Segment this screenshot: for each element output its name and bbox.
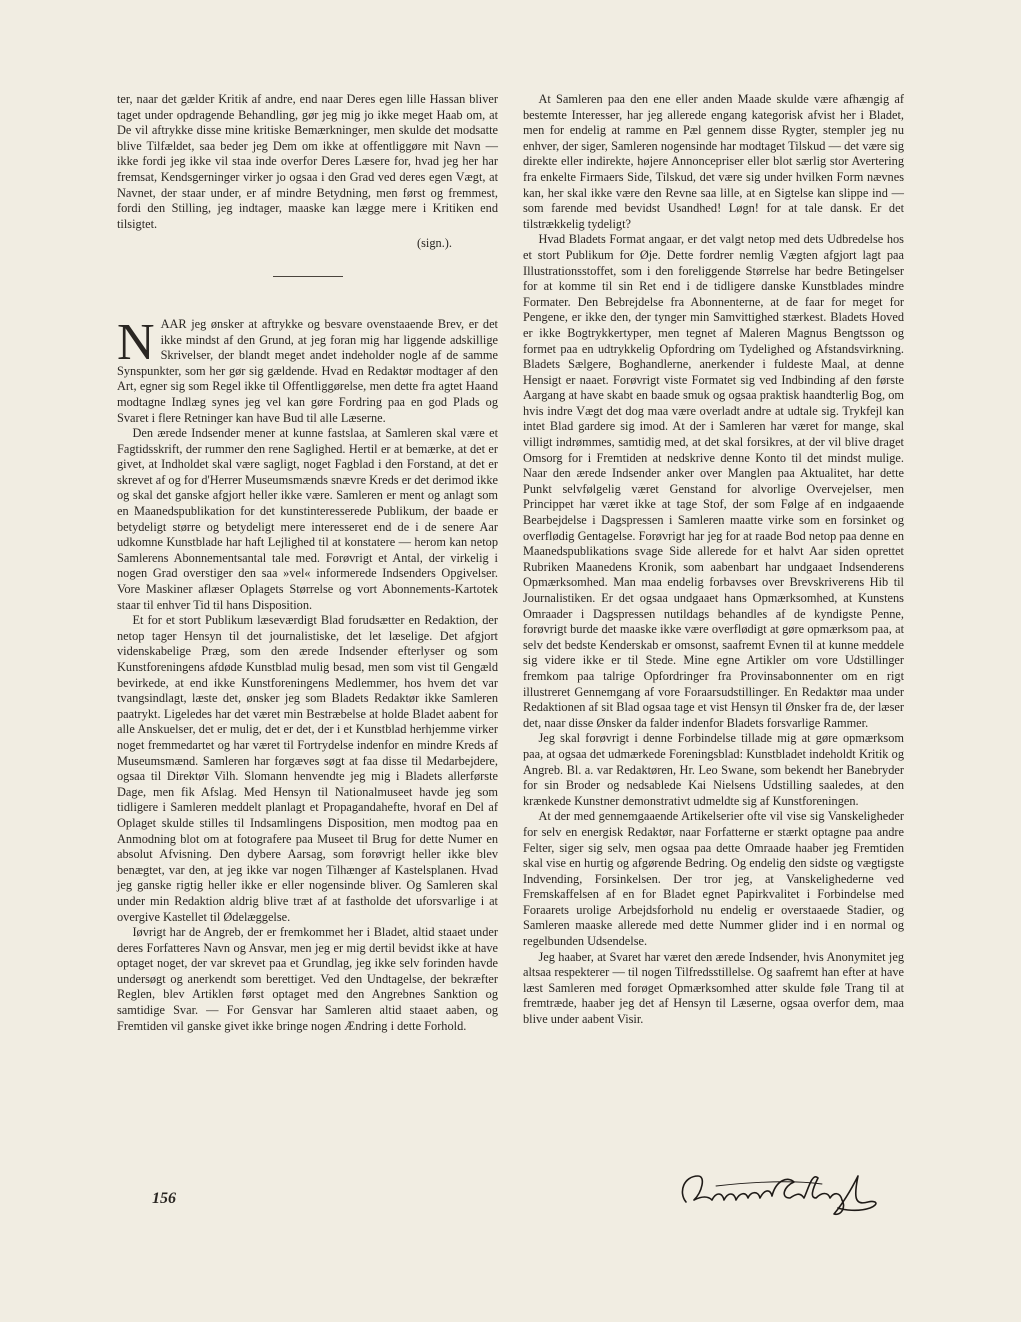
intro-paragraph: ter, naar det gælder Kritik af andre, end naar Deres egen lille Hassan bliver taget under opdragende Behandling, gør jeg mig jo ikke meget Haab om, at De vil aftrykke disse mine kritiske Bemærkninger, men skulde det modsatte blive Tilfældet, saa beder jeg Dem om ikke at offentliggøre mit Navn — ikke fordi jeg ikke vil staa inde overfor Deres Læsere for, hvad jeg her har fremsat, Kendsgerninger virker jo ogsaa i den Grad ved deres egen Vægt, at Navnet, der staar under, er af mindre Betydning, men først og fremmest, fordi den Stilling, jeg indtager, maaske kan lægge mere i Kritiken end tilsigtet. (117, 92, 498, 231)
reply-paragraph-4: Iøvrigt har de Angreb, der er fremkommet her i Bladet, altid staaet under deres Forfatteres Navn og Ansvar, men jeg er mig dertil bevidst ikke at have optaget noget, der var skrevet paa et Grundlag, jeg ikke selv forinden havde undersøgt og anerkendt som berettiget. Ved den Undtagelse, der bekræfter Reglen, blev Artiklen først optaget med den Angrebnes Sanktion og samtidige Svar. — For Gensvar har Samleren altid staaet aaben, og Fremtiden vil ganske givet ikke bringe nogen Ændring i dette Forhold. (117, 925, 498, 1033)
reply-paragraph-7: Jeg skal forøvrigt i denne Forbindelse tillade mig at gøre opmærksom paa, at ogsaa det udmærkede Foreningsblad: Kunstbladet indeholdt Kritik og Angreb. Bl. a. var Redaktøren, Hr. Leo Swane, som bekendt her Banebryder for sin Broder og nedsablede Kai Nielsens Udstilling saaledes, at den krænkede Kunstner demonstrativt udmeldte sig af Kunstforeningen. (523, 731, 904, 808)
reply-paragraph-8: At der med gennemgaaende Artikelserier ofte vil vise sig Vanskeligheder for selv en energisk Redaktør, naar Forfatterne er stærkt optagne paa andre Felter, siger sig selv, men ogsaa paa dette Omraade haaber jeg Fremtiden skal vise en hurtig og afgørende Bedring. Og endelig den sidste og vægtigste Indvending, Forsinkelsen. Der tror jeg, at Vanskelighederne ved Fremskaffelsen af en for Bladet egnet Papirkvalitet i Forbindelse med Foraarets urolige Arbejdsforhold nu endelig er overstaaede Stadier, og Samleren maaske allerede med dette Nummer glider ind i en normal og regelbunden Udsendelse. (523, 809, 904, 949)
reply-paragraph-1-text: AAR jeg ønsker at aftrykke og besvare ovenstaaende Brev, er det ikke mindst af den Grund, at jeg foran mig har liggende adskillige Skrivelser, der blandt meget andet indeholder nogle af de samme Synspunkter, som her gør sig gældende. Hvad en Redaktør modtager af den Art, egner sig som Regel ikke til Offentliggørelse, men dette fra agtet Haand modtagne Indlæg synes jeg vel kan gøre Fordring paa en god Plads og Svaret i flere Retninger kan have Bud til alle Læserne. (117, 316, 498, 425)
page-number: 156 (152, 1190, 176, 1207)
drop-cap: N (117, 313, 155, 371)
reply-paragraph-5: At Samleren paa den ene eller anden Maade skulde være afhængig af bestemte Interesser, har jeg allerede engang kategorisk afvist her i Bladet, men for endelig at ramme en Pæl gennem disse Rygter, stempler jeg nu enhver, der siger, Samleren nogensinde har modtaget Tilskud — det være sig direkte eller indirekte, højere Annoncepriser eller blot særlig stor Avertering fra enkelte Firmaers Side, Tilskud, det være sig under hvilken Form nævnes kan, her skal ikke være den Revne saa lille, at en Sigtelse kan slippe ind — som farende med bevidst Usandhed! Løgn! for at tale dansk. Er det tilstrækkelig tydeligt? (523, 92, 904, 231)
right-column (523, 92, 904, 1028)
reply-paragraph-3: Et for et stort Publikum læseværdigt Blad forudsætter en Redaktion, der netop tager Hensyn til det journalistiske, det let læselige. Det afgjort videnskabelige Præg, som den ærede Indsender efterlyser og som Kunstforeningens afdøde Kunstblad mulig besad, men som vist til Gengæld bevirkede, at end ikke Kunstforeningens Medlemmer, hos hvem det var tvangsindlagt, læste det, ønsker jeg som Bladets Redaktør ikke Samleren paatrykt. Ligeledes har det været min Bestræbelse at holde Bladet aabent for alle Anskuelser, det er mulig, det er det, der i et Kunstblad herhjemme virker noget fremmedartet og har været til Fortrydelse indenfor en mindre Kreds af Museumsmænd. Samleren har forgæves søgt at faa disse til Medarbejdere, ogsaa til Direktør Vilh. Slomann henvendte jeg mig i Bladets allerførste Dage, men fik Afslag. Med Hensyn til Nationalmuseet havde jeg som tidligere i Samleren meddelt planlagt et Propagandahefte, hvoraf en Del af Oplaget skulde stilles til Indsamlingens Disposition, men modtog paa en Anmodning blot om at fotografere paa Museet til Brug for dette Numer en absolut Afvisning. Den dybere Aarsag, som forøvrigt heller ikke blev benægtet, var den, at jeg ikke var nogen Tilhænger af Kastelsplanen. Hvad jeg ganske rigtig heller ikke er eller nogensinde bliver. Og Samleren skal under min Redaktion aldrig blive træt af at fastholde det uforsvarlige i at overgive Kastellet til Ødelæggelse. (117, 613, 498, 924)
reply-paragraph-6: Hvad Bladets Format angaar, er det valgt netop med dets Udbredelse hos et stort Publikum for Øje. Dette fordrer nemlig Vægten afgjort lagt paa Illustrationsstoffet, som i den foreliggende Størrelse har bedre Betingelser for at komme til sin Ret end i de tidligere danske Kunstblades mindre Formater. Den Bebrejdelse fra Abonnenterne, at de faar for meget for Pengene, er ikke den, der tynger min Samvittighed stærkest. Bladets Hoved er ikke Bogtrykkertyper, men tegnet af Maleren Magnus Bengtsson og formet paa en udtrykkelig Opfordring om Tydelighed og Afstandsvirkning. Bladets Sælgere, Boghandlerne, anerkender i fuldeste Maal, at denne Hensigt er naaet. Forøvrigt viste Formatet sig ved Indbinding af den første Aargang at have skabt en baade smuk og ogsaa praktisk haandterlig Bog, om hvis indre Vægt det dog maa være overladt andre at udtale sig. Trykfejl kan intet Blad gardere sig imod. At der i Samleren har været for mange, skal villigt indrømmes, samtidig med, at det skal forsikres, at der vil blive draget Omsorg for i Fremtiden at nedskrive denne Konto til det mindst mulige. Naar den ærede Indsender anker over Manglen paa Aktualitet, har dette Punkt selvfølgelig været Genstand for alvorlige Overvejelser, men Princippet har været ikke at tage Stof, der som Følge af en indgaaende Bearbejdelse i Dagspressen i Samleren maatte virke som en forsinket og overflødig Gentagelse. Forøvrigt har jeg for at raade Bod netop paa denne en Maanedspublikations svage Side allerede for et halvt Aar siden oprettet Rubriken Maanedens Kronik, som aabenbart har undgaaet Indsenderens Opmærksomhed. Man maa endelig forbavses over Brevskriverens Hib til Journalistiken. Er det ogsaa undgaaet hans Opmærksomhed, at Kunstens Omraader i Dagspressen nutildags behandles af de kyndigste Penne, forøvrigt burde det maaske ikke være overflødigt at gøre opmærksom paa, at selv det bedste Kenderskab er omsonst, saafremt Evnen til at kunne meddele sig videre ikke er til Stede. Mine egne Artikler om vore Udstillinger fremkom paa talrige Opfordringer fra Provinsabonnenter om en rigt illustreret Gennemgang af vore Foraarsudstillinger. En Redaktør maa under Redaktionen af sit Blad ogsaa tage et vist Hensyn til Ønsker fra de, der læser det, naar disse Ønsker da falder indenfor Bladets forsvarlige Rammer. (523, 232, 904, 730)
reply-paragraph-9: Jeg haaber, at Svaret har været den ærede Indsender, hvis Anonymitet jeg altsaa respekterer — til nogen Tilfredsstillelse. Og saafremt han efter at have læst Samleren med forøget Opmærksomhed atter skulde føle Trang til at fremtræde, haaber jeg det af Hensyn til Læserne, ogsaa overfor dem, maa blive under aabent Visir. (523, 949, 904, 1027)
section-divider (273, 276, 343, 277)
sign-label: (sign.). (417, 236, 452, 251)
reply-paragraph-2: Den ærede Indsender mener at kunne fastslaa, at Samleren skal være et Fagtidsskrift, der rummer den rene Saglighed. Hertil er at bemærke, at det er givet, at Indholdet skal være sagligt, noget Fagblad i den Forstand, at det er skrevet af og for d'Herrer Museumsmænds snævre Kreds er det derimod ikke og skal det ganske afgjort heller ikke være. Samleren er ment og anlagt som en Maanedspublikation for det kunstinteresserede Publikum, der baade er betydeligt større og betydeligt mere interesseret end de i de senere Aar udkomne Kunstblade har haft Lejlighed til at konstatere — herom kan netop Samlerens Abonnementsantal tale med. Forøvrigt et Antal, der virkelig i nogen Grad overstiger den saa »vel« informerede Indsenders Opgivelser. Vore Maskiner aflæser Oplagets Størrelse og vort Abonnements-Kartotek staar til enhver Tid til hans Disposition. (117, 426, 499, 612)
reply-paragraph-1 (117, 313, 498, 426)
left-column (117, 92, 498, 1034)
handwritten-signature (672, 1162, 892, 1220)
